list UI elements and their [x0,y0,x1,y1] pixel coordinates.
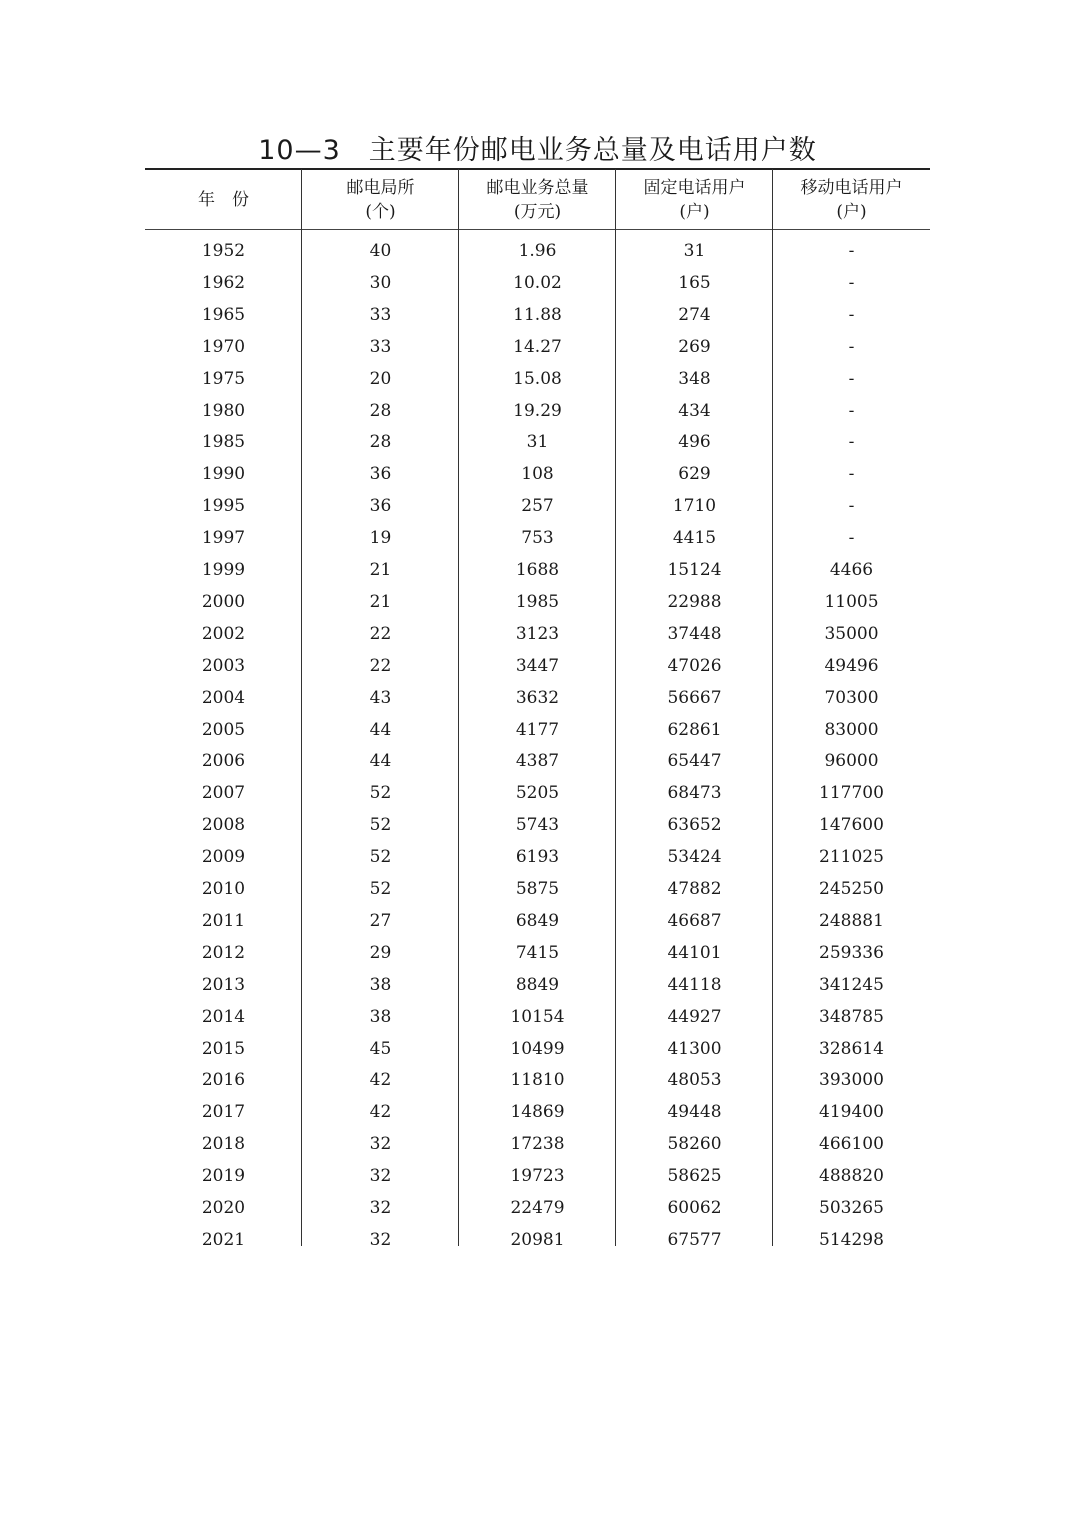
row-fixed-phone-cell: 44927 [667,1006,722,1027]
header-year [145,172,302,228]
row-year-cell: 2008 [201,815,246,836]
row-business-volume-cell: 17238 [510,1134,565,1155]
row-year-cell: 2010 [201,879,246,899]
row-fixed-phone-cell: 41300 [667,1038,722,1059]
table-row [145,1193,930,1223]
row-fixed-phone-cell: 58260 [667,1134,722,1155]
row-business-volume-cell: 1985 [515,591,560,612]
table-body [145,230,930,1246]
row-year-cell: 2007 [201,783,246,804]
row-year-cell: 2020 [201,1198,246,1218]
row-year-cell: 1997 [201,528,246,549]
row-mobile-phone-cell: 488820 [819,1166,884,1187]
table-row [145,555,930,585]
row-post-offices-cell: 32 [369,1198,392,1218]
row-fixed-phone-cell: 434 [678,400,711,421]
row-business-volume-cell: 257 [521,496,554,517]
row-mobile-phone-cell: - [848,528,855,549]
row-post-offices-cell: 22 [369,623,392,644]
row-business-volume-cell: 19723 [510,1166,565,1187]
table-row [145,300,930,330]
row-post-offices-cell: 28 [369,432,392,453]
row-business-volume-cell: 6849 [515,910,560,931]
row-mobile-phone-cell: 503265 [819,1198,884,1218]
header-post-offices-unit: (个) [365,202,396,222]
row-post-offices-cell: 45 [369,1038,392,1059]
header-business-volume [459,172,616,228]
row-fixed-phone-cell: 47882 [667,879,722,899]
table-row [145,332,930,362]
row-business-volume-cell: 11.88 [513,304,562,325]
row-mobile-phone-cell: 96000 [824,751,879,772]
row-mobile-phone-cell: 11005 [824,591,879,612]
header-mobile-phone [773,172,930,228]
row-fixed-phone-cell: 269 [678,336,711,357]
row-post-offices-cell: 44 [369,719,392,740]
row-year-cell: 2016 [201,1070,246,1091]
row-mobile-phone-cell: - [848,241,855,261]
row-fixed-phone-cell: 165 [678,272,711,293]
row-post-offices-cell: 52 [369,847,392,868]
row-mobile-phone-cell: 4466 [829,560,874,580]
row-business-volume-cell: 10.02 [513,272,562,293]
row-mobile-phone-cell: 211025 [819,847,884,868]
row-year-cell: 2012 [201,942,246,963]
row-mobile-phone-cell: - [848,432,855,453]
row-mobile-phone-cell: 393000 [819,1070,884,1091]
table-row [145,651,930,681]
row-fixed-phone-cell: 62861 [667,719,722,740]
row-fixed-phone-cell: 44101 [667,942,722,963]
row-business-volume-cell: 4387 [515,751,560,772]
row-fixed-phone-cell: 53424 [667,847,722,868]
row-year-cell: 2018 [201,1134,246,1155]
row-year-cell: 1995 [201,496,246,517]
header-mobile-phone-label: 移动电话用户 [800,178,903,198]
row-post-offices-cell: 52 [369,815,392,836]
row-business-volume-cell: 15.08 [513,368,562,389]
row-mobile-phone-cell: 514298 [819,1229,884,1246]
header-year-label: 年 份 [198,190,249,210]
row-post-offices-cell: 36 [369,496,392,517]
row-year-cell: 1965 [201,304,246,325]
row-business-volume-cell: 4177 [515,719,560,740]
row-business-volume-cell: 3632 [515,687,560,708]
row-business-volume-cell: 14.27 [513,336,562,357]
row-year-cell: 2014 [201,1006,246,1027]
row-mobile-phone-cell: 341245 [819,974,884,995]
row-fixed-phone-cell: 44118 [667,974,722,995]
row-year-cell: 2013 [201,974,246,995]
table-row [145,683,930,713]
row-year-cell: 2000 [201,591,246,612]
row-post-offices-cell: 19 [369,528,392,549]
table-row [145,491,930,521]
row-mobile-phone-cell: - [848,368,855,389]
row-fixed-phone-cell: 49448 [667,1102,722,1123]
header-fixed-phone-label: 固定电话用户 [643,178,746,198]
page-title: 10—3 主要年份邮电业务总量及电话用户数 [258,135,817,166]
row-business-volume-cell: 3447 [515,655,560,676]
table-row [145,459,930,489]
row-post-offices-cell: 43 [369,687,392,708]
row-fixed-phone-cell: 496 [678,432,711,453]
table-row [145,1065,930,1095]
row-fixed-phone-cell: 4415 [672,528,717,549]
row-fixed-phone-cell: 15124 [667,560,722,580]
table-row [145,523,930,553]
row-year-cell: 1980 [201,400,246,421]
table-row [145,970,930,1000]
row-business-volume-cell: 20981 [510,1229,565,1246]
header-fixed-phone [616,172,773,228]
row-mobile-phone-cell: 348785 [819,1006,884,1027]
row-business-volume-cell: 19.29 [513,400,562,421]
row-post-offices-cell: 40 [369,241,392,261]
row-mobile-phone-cell: 49496 [824,655,879,676]
row-business-volume-cell: 3123 [515,623,560,644]
row-business-volume-cell: 6193 [515,847,560,868]
row-mobile-phone-cell: 248881 [819,910,884,931]
row-mobile-phone-cell: 35000 [824,623,879,644]
row-post-offices-cell: 42 [369,1070,392,1091]
row-mobile-phone-cell: 83000 [824,719,879,740]
table-row [145,587,930,617]
row-mobile-phone-cell: - [848,272,855,293]
row-year-cell: 2002 [201,623,246,644]
row-fixed-phone-cell: 1710 [672,496,717,517]
table-row [145,810,930,840]
row-business-volume-cell: 5875 [515,879,560,899]
row-post-offices-cell: 21 [369,591,392,612]
row-business-volume-cell: 31 [526,432,549,453]
row-mobile-phone-cell: 245250 [819,879,884,899]
row-business-volume-cell: 5743 [515,815,560,836]
row-post-offices-cell: 30 [369,272,392,293]
row-fixed-phone-cell: 22988 [667,591,722,612]
row-year-cell: 2015 [201,1038,246,1059]
row-post-offices-cell: 33 [369,304,392,325]
row-fixed-phone-cell: 68473 [667,783,722,804]
row-post-offices-cell: 44 [369,751,392,772]
row-fixed-phone-cell: 58625 [667,1166,722,1187]
row-year-cell: 1985 [201,432,246,453]
row-mobile-phone-cell: 259336 [819,942,884,963]
table-row [145,364,930,394]
row-year-cell: 2021 [201,1229,246,1246]
table-top-rule [145,168,930,170]
row-fixed-phone-cell: 31 [683,241,706,261]
table-row [145,1225,930,1246]
row-post-offices-cell: 20 [369,368,392,389]
table-row [145,427,930,457]
row-post-offices-cell: 32 [369,1134,392,1155]
row-year-cell: 1999 [201,560,246,580]
row-business-volume-cell: 8849 [515,974,560,995]
row-year-cell: 2019 [201,1166,246,1187]
row-post-offices-cell: 38 [369,1006,392,1027]
row-business-volume-cell: 14869 [510,1102,565,1123]
row-mobile-phone-cell: 117700 [819,783,884,804]
row-business-volume-cell: 10499 [510,1038,565,1059]
row-mobile-phone-cell: 328614 [819,1038,884,1059]
row-fixed-phone-cell: 47026 [667,655,722,676]
header-fixed-phone-unit: (户) [679,202,710,222]
table-row [145,715,930,745]
row-post-offices-cell: 29 [369,942,392,963]
row-fixed-phone-cell: 274 [678,304,711,325]
row-fixed-phone-cell: 46687 [667,910,722,931]
row-year-cell: 2004 [201,687,246,708]
row-mobile-phone-cell: 419400 [819,1102,884,1123]
table-row [145,746,930,776]
row-business-volume-cell: 753 [521,528,554,549]
table-row [145,778,930,808]
table-row [145,236,930,266]
header-business-volume-label: 邮电业务总量 [486,178,589,198]
table-row [145,874,930,904]
table-row [145,906,930,936]
table-row [145,1097,930,1127]
table-row [145,619,930,649]
row-business-volume-cell: 1.96 [518,241,557,261]
row-post-offices-cell: 27 [369,910,392,931]
row-year-cell: 2006 [201,751,246,772]
row-year-cell: 1962 [201,272,246,293]
row-business-volume-cell: 7415 [515,942,560,963]
row-post-offices-cell: 38 [369,974,392,995]
row-year-cell: 2005 [201,719,246,740]
table-row [145,1161,930,1191]
row-business-volume-cell: 22479 [510,1198,565,1218]
row-post-offices-cell: 32 [369,1166,392,1187]
row-post-offices-cell: 36 [369,464,392,485]
row-post-offices-cell: 52 [369,783,392,804]
table-row [145,396,930,426]
row-year-cell: 1990 [201,464,246,485]
row-year-cell: 1975 [201,368,246,389]
row-mobile-phone-cell: 70300 [824,687,879,708]
header-mobile-phone-unit: (户) [836,202,867,222]
row-mobile-phone-cell: - [848,336,855,357]
row-post-offices-cell: 42 [369,1102,392,1123]
row-mobile-phone-cell: 147600 [819,815,884,836]
header-post-offices [302,172,459,228]
table-row [145,1034,930,1064]
table-row [145,1002,930,1032]
row-fixed-phone-cell: 63652 [667,815,722,836]
row-post-offices-cell: 33 [369,336,392,357]
row-fixed-phone-cell: 48053 [667,1070,722,1091]
row-post-offices-cell: 21 [369,560,392,580]
row-fixed-phone-cell: 348 [678,368,711,389]
row-mobile-phone-cell: - [848,304,855,325]
header-business-volume-unit: (万元) [513,202,562,222]
row-fixed-phone-cell: 629 [678,464,711,485]
row-year-cell: 2009 [201,847,246,868]
row-year-cell: 1970 [201,336,246,357]
row-year-cell: 2017 [201,1102,246,1123]
row-business-volume-cell: 5205 [515,783,560,804]
row-business-volume-cell: 108 [521,464,554,485]
row-year-cell: 2011 [201,910,246,931]
row-post-offices-cell: 28 [369,400,392,421]
row-year-cell: 1952 [201,241,246,261]
row-year-cell: 2003 [201,655,246,676]
table-row [145,1129,930,1159]
row-fixed-phone-cell: 67577 [667,1229,722,1246]
row-post-offices-cell: 22 [369,655,392,676]
row-post-offices-cell: 32 [369,1229,392,1246]
row-mobile-phone-cell: - [848,464,855,485]
row-fixed-phone-cell: 65447 [667,751,722,772]
table-row [145,938,930,968]
table-row [145,268,930,298]
row-post-offices-cell: 52 [369,879,392,899]
row-mobile-phone-cell: - [848,400,855,421]
header-post-offices-label: 邮电局所 [346,178,415,198]
row-mobile-phone-cell: 466100 [819,1134,884,1155]
row-business-volume-cell: 1688 [515,560,560,580]
row-fixed-phone-cell: 56667 [667,687,722,708]
row-fixed-phone-cell: 60062 [667,1198,722,1218]
row-fixed-phone-cell: 37448 [667,623,722,644]
row-business-volume-cell: 11810 [510,1070,565,1091]
table-row [145,842,930,872]
row-business-volume-cell: 10154 [510,1006,565,1027]
row-mobile-phone-cell: - [848,496,855,517]
